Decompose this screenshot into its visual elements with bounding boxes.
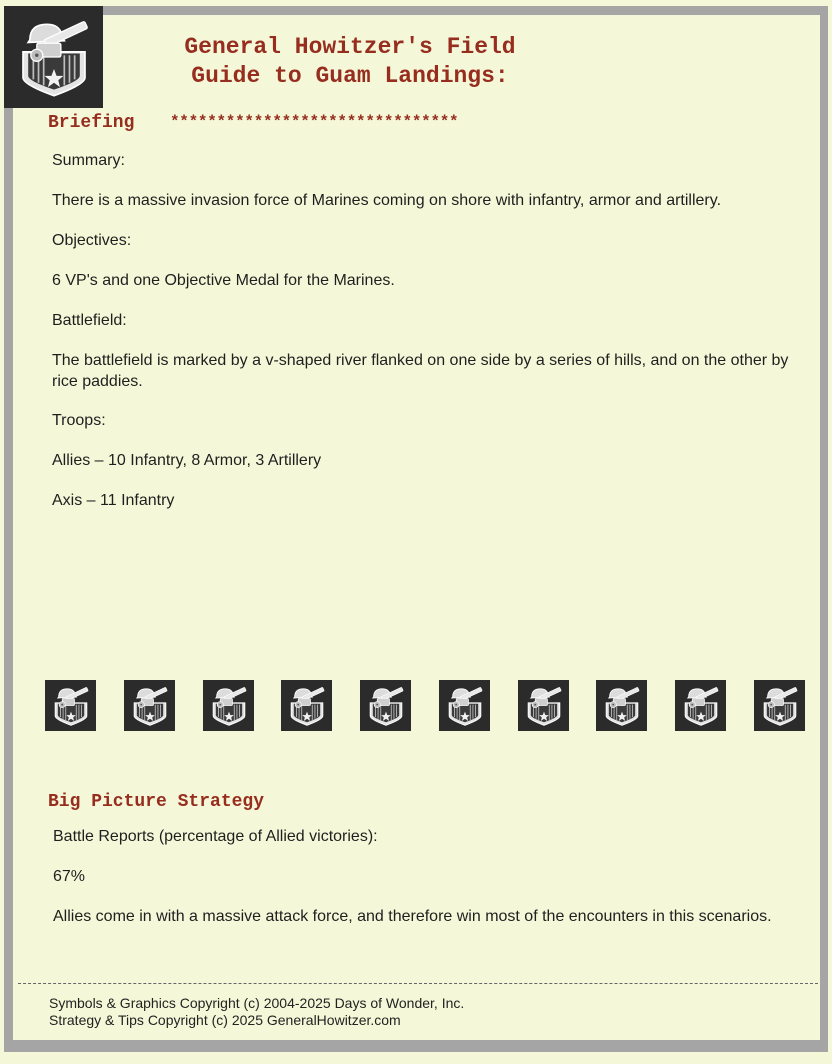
artillery-soldier-badge-icon <box>11 13 97 101</box>
artillery-soldier-badge-icon <box>124 680 175 731</box>
summary-text: There is a massive invasion force of Marines coming on shore with infantry, armor and artillery. <box>52 192 722 209</box>
artillery-soldier-badge-icon <box>675 680 726 731</box>
page-title-line-2: Guide to Guam Landings: <box>191 63 509 89</box>
objectives-text: 6 VP's and one Objective Medal for the Marines. <box>52 272 395 289</box>
artillery-soldier-badge-icon <box>754 680 805 731</box>
battle-reports-label: Battle Reports (percentage of Allied victories): <box>53 828 378 845</box>
artillery-soldier-badge-icon <box>45 680 96 731</box>
footer-divider <box>18 983 818 984</box>
strategy-heading: Big Picture Strategy <box>48 792 265 812</box>
allied-victory-percentage: 67% <box>53 868 86 885</box>
artillery-soldier-badge-icon <box>518 680 569 731</box>
logo <box>4 6 103 108</box>
troops-label: Troops: <box>52 412 106 429</box>
footer-copyright-gh: Strategy & Tips Copyright (c) 2025 GeneralHowitzer.com <box>49 1012 401 1028</box>
briefing-heading: Briefing <box>48 113 135 133</box>
page-title <box>120 33 580 91</box>
strategy-text: Allies come in with a massive attack force, and therefore win most of the encounters in this scenarios. <box>53 908 772 925</box>
artillery-soldier-badge-icon <box>596 680 647 731</box>
badge-icon-divider <box>0 680 832 732</box>
objectives-label: Objectives: <box>52 232 132 249</box>
artillery-soldier-badge-icon <box>281 680 332 731</box>
battlefield-label: Battlefield: <box>52 312 127 329</box>
artillery-soldier-badge-icon <box>360 680 411 731</box>
briefing-stars-divider: ******************************* <box>170 113 459 131</box>
troops-axis: Axis – 11 Infantry <box>52 492 175 509</box>
artillery-soldier-badge-icon <box>203 680 254 731</box>
battlefield-text: The battlefield is marked by a v-shaped river flanked on one side by a series of hills, and on the other by rice paddies. <box>52 352 789 390</box>
summary-label: Summary: <box>52 152 125 169</box>
troops-allies: Allies – 10 Infantry, 8 Armor, 3 Artillery <box>52 452 322 469</box>
artillery-soldier-badge-icon <box>439 680 490 731</box>
footer-copyright-dow: Symbols & Graphics Copyright (c) 2004-2025 Days of Wonder, Inc. <box>49 995 465 1011</box>
page-title-line-1: General Howitzer's Field <box>184 34 516 60</box>
